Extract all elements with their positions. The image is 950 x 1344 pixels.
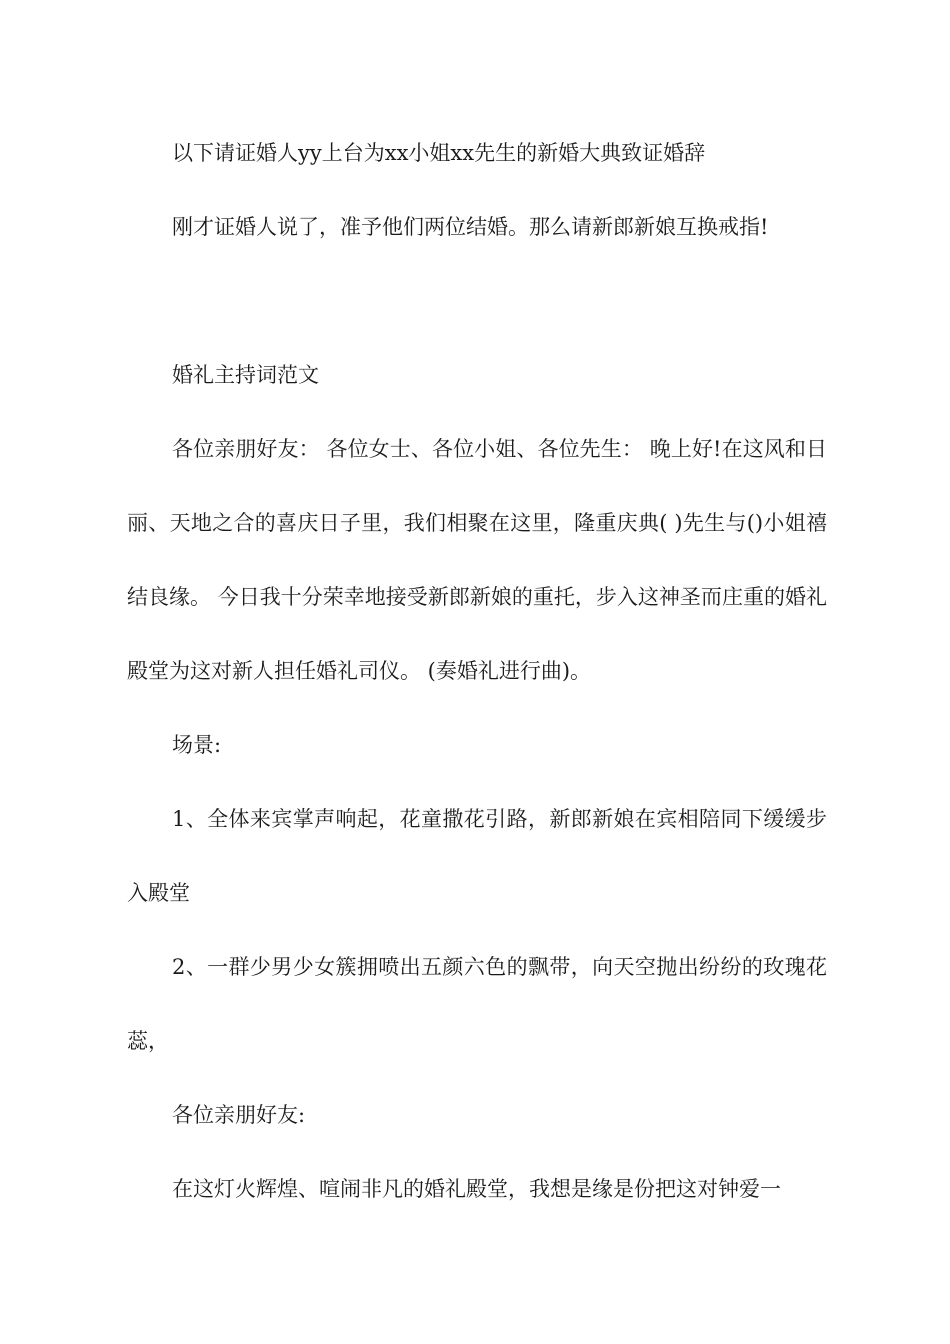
- paragraph-ring-exchange: 刚才证婚人说了，准予他们两位结婚。那么请新郎新娘互换戒指!: [172, 215, 769, 239]
- paragraph-witness-invite: 以下请证婚人yy上台为xx小姐xx先生的新婚大典致证婚辞: [172, 141, 706, 165]
- paragraph-greeting: 各位亲朋好友:: [172, 1103, 306, 1127]
- section-title: 婚礼主持词范文: [172, 363, 319, 387]
- paragraph-opening-greeting: 各位亲朋好友： 各位女士、各位小姐、各位先生： 晚上好!在这风和日丽、天地之合的喜庆日子里，我们相聚在这里，隆重庆典( )先生与()小姐禧结良缘。 今日我十分荣幸地接受新郎新娘的重托，步入这神圣而庄重的婚礼殿堂为这对新人担任婚礼司仪。 (奏婚礼进行曲)。: [127, 437, 827, 683]
- document-body: [127, 116, 827, 1226]
- paragraph-scene-label: 场景:: [172, 733, 222, 757]
- paragraph-scene-2: 2、一群少男少女簇拥喷出五颜六色的飘带，向天空抛出纷纷的玫瑰花蕊，: [127, 955, 827, 1053]
- paragraph-closing: 在这灯火辉煌、喧闹非凡的婚礼殿堂，我想是缘是份把这对钟爱一: [172, 1177, 781, 1201]
- paragraph-scene-1: 1、全体来宾掌声响起，花童撒花引路，新郎新娘在宾相陪同下缓缓步入殿堂: [127, 807, 827, 905]
- blank-line: [127, 264, 827, 338]
